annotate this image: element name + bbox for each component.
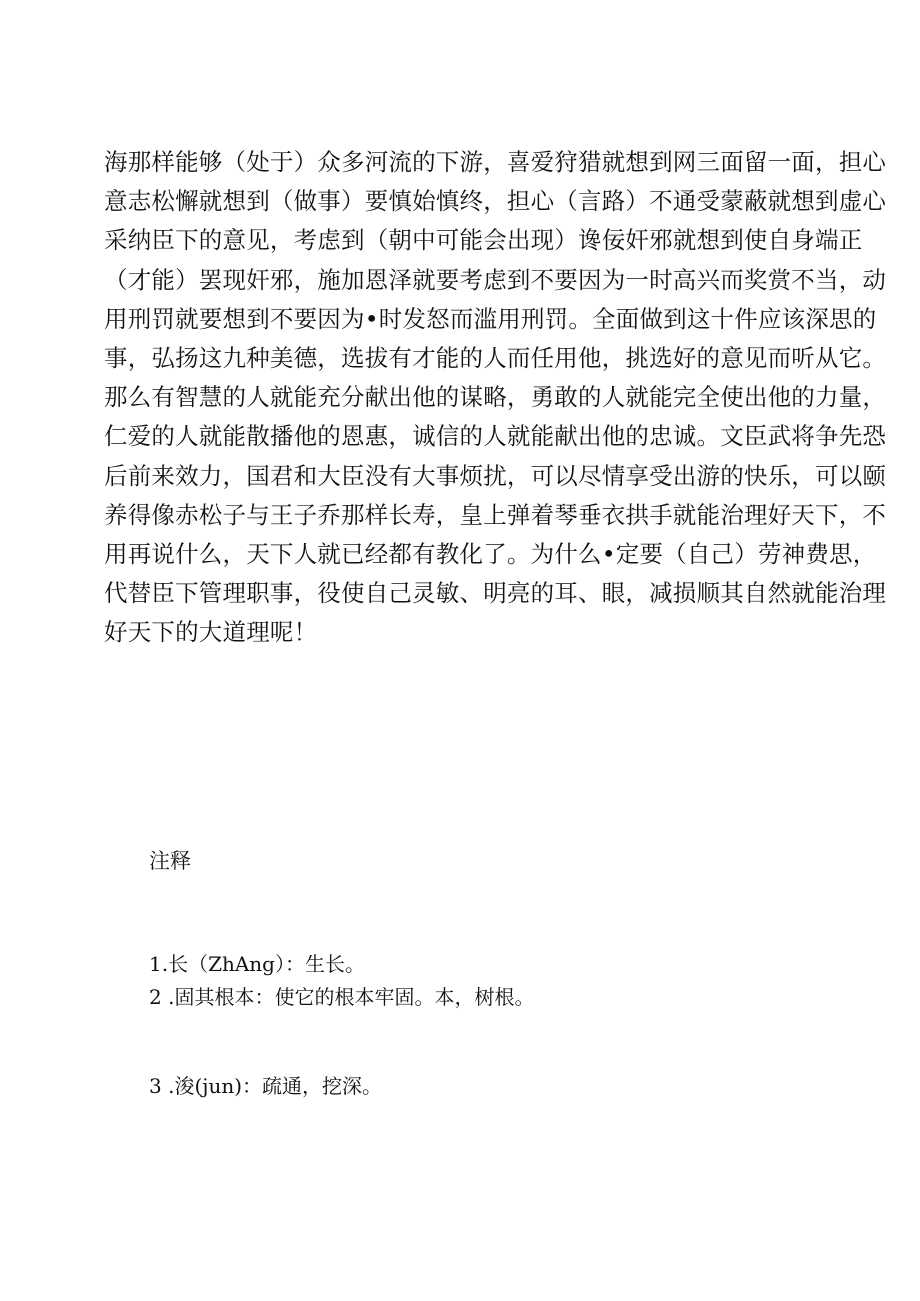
note-item: 1.长（ZhAng）：生长。: [149, 952, 365, 976]
text-line: 后前来效力，国君和大臣没有大事烦扰，可以尽情享受出游的快乐，可以颐: [104, 461, 887, 490]
text-line: 海那样能够（处于）众多河流的下游，喜爱狩猎就想到网三面留一面，担心: [104, 148, 887, 176]
note-item: 3 .浚(jun)：疏通，挖深。: [149, 1074, 383, 1098]
notes-heading: 注释: [149, 849, 191, 873]
text-line: 仁爱的人就能散播他的恩惠，诚信的人就能献出他的忠诚。文臣武将争先恐: [104, 422, 887, 451]
body-paragraph: [104, 143, 887, 653]
text-line: 养得像赤松子与王子乔那样长寿，皇上弹着琴垂衣拱手就能治理好天下，不: [104, 500, 887, 529]
note-item: 2 .固其根本：使它的根本牢固。本，树根。: [149, 985, 535, 1009]
text-line: （才能）罢现奸邪，施加恩泽就要考虑到不要因为一时高兴而奖赏不当，动: [104, 265, 887, 294]
text-line: 好天下的大道理呢！: [104, 618, 318, 647]
text-line: 用刑罚就要想到不要因为•时发怒而滥用刑罚。全面做到这十件应该深思的: [104, 304, 877, 333]
text-line: 代替臣下管理职事，役使自己灵敏、明亮的耳、眼，减损顺其自然就能治理: [104, 579, 887, 608]
text-line: 用再说什么，天下人就已经都有教化了。为什么•定要（自己）劳神费思，: [104, 540, 877, 569]
text-line: 意志松懈就想到（做事）要慎始慎终，担心（言路）不通受蒙蔽就想到虚心: [104, 187, 887, 216]
text-line: 采纳臣下的意见，考虑到（朝中可能会出现）谗佞奸邪就想到使自身端正: [104, 226, 863, 255]
text-line: 那么有智慧的人就能充分献出他的谋略，勇敢的人就能完全使出他的力量，: [104, 383, 887, 412]
text-line: 事，弘扬这九种美德，选拔有才能的人而任用他，挑选好的意见而听从它。: [104, 344, 887, 373]
